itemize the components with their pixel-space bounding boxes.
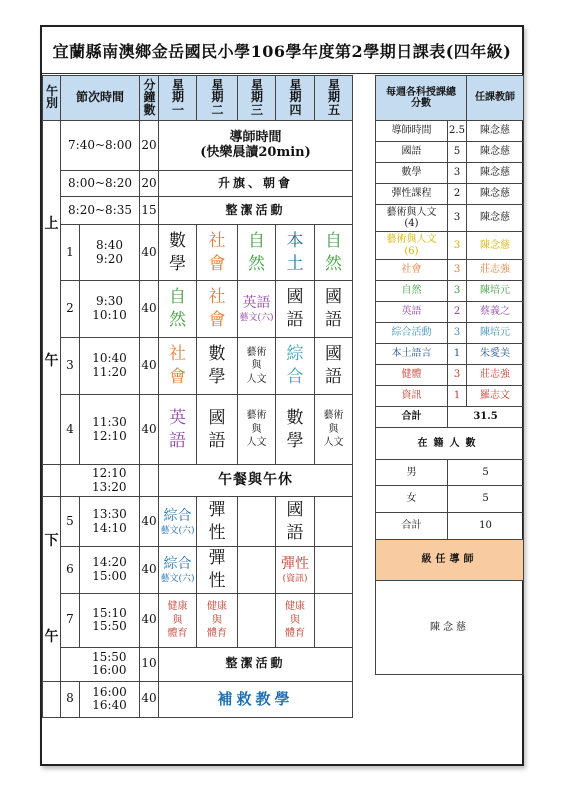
class-cell-day-3: 自 然 [238, 225, 276, 281]
female-label: 女 [376, 486, 448, 513]
lunch-row [43, 465, 353, 497]
class-cell-day-2: 健康 與 體育 [197, 593, 238, 647]
period-minutes: 40 [140, 395, 159, 465]
period-row-2 [43, 281, 353, 338]
class-cell-day-4: 健康 與 體育 [276, 593, 315, 647]
subject-teacher: 陳培元 [467, 281, 524, 302]
half-blank-8 [43, 681, 61, 717]
class-cell-day-5 [315, 497, 353, 547]
header-period: 節次時間 [61, 76, 140, 121]
class-cell-day-4: 綜 合 [276, 338, 315, 395]
class-cell-day-2: 彈 性 [197, 547, 238, 594]
class-cell-day-4: 彈性 (資訊) [276, 547, 315, 594]
period-8-time: 16:00 16:40 [80, 681, 140, 717]
subject-count: 5 [448, 142, 467, 163]
subject-row [376, 232, 524, 260]
class-cell-day-2: 社 會 [197, 281, 238, 338]
clean2-time: 15:50 16:00 [80, 647, 140, 681]
side-header-row [376, 76, 524, 121]
homeroom-teacher-title: 級任導師 [376, 540, 524, 581]
enrollment-title-row [376, 428, 524, 460]
mentor-time: 7:40~8:00 [61, 121, 140, 171]
subject-row [376, 323, 524, 344]
clean2-num-blank [61, 647, 80, 681]
subject-teacher: 羅志文 [467, 386, 524, 407]
subject-teacher: 陳培元 [467, 323, 524, 344]
subject-name: 導師時間 [376, 121, 448, 142]
lunch-time: 12:10 13:20 [80, 465, 140, 497]
class-cell-day-4: 數 學 [276, 395, 315, 465]
period-row-8 [43, 681, 353, 717]
period-minutes: 40 [140, 497, 159, 547]
homeroom-teacher-name: 陳念慈 [376, 581, 524, 675]
clean1-minutes: 15 [140, 197, 159, 225]
period-number: 6 [61, 547, 80, 594]
period-time: 15:10 15:50 [80, 593, 140, 647]
header-row [43, 76, 353, 121]
flag-ceremony: 升旗、朝會 [159, 171, 353, 197]
class-cell-day-3: 英語 藝文(六) [238, 281, 276, 338]
mentor-cell [159, 121, 353, 171]
subject-row [376, 302, 524, 323]
class-cell-day-2: 數 學 [197, 338, 238, 395]
flag-minutes: 20 [140, 171, 159, 197]
clean2-minutes: 10 [140, 647, 159, 681]
period-minutes: 40 [140, 593, 159, 647]
header-day-2: 星期二 [197, 76, 238, 121]
subject-teacher: 陳念慈 [467, 163, 524, 184]
clean2-row [43, 647, 353, 681]
teacher-title-row [376, 540, 524, 581]
subject-teacher: 朱愛美 [467, 344, 524, 365]
clean1-time: 8:20~8:35 [61, 197, 140, 225]
subject-teacher: 陳念慈 [467, 232, 524, 260]
period-row-4 [43, 395, 353, 465]
sum-count: 10 [448, 513, 524, 540]
lunch-num-blank [61, 465, 80, 497]
class-cell-day-1: 綜合 藝文(六) [159, 547, 197, 594]
subject-teacher: 陳念慈 [467, 205, 524, 232]
female-count: 5 [448, 486, 524, 513]
class-cell-day-1: 社 會 [159, 338, 197, 395]
mentor-minutes: 20 [140, 121, 159, 171]
subject-row [376, 163, 524, 184]
remedial-teaching: 補救教學 [159, 681, 353, 717]
period-row-3 [43, 338, 353, 395]
period-number: 7 [61, 593, 80, 647]
subject-count: 3 [448, 163, 467, 184]
header-half: 午別 [43, 76, 61, 121]
class-cell-day-5: 國 語 [315, 281, 353, 338]
subject-row [376, 281, 524, 302]
period-time: 11:30 12:10 [80, 395, 140, 465]
period-time: 14:20 15:00 [80, 547, 140, 594]
subject-name: 社會 [376, 260, 448, 281]
subject-count: 3 [448, 260, 467, 281]
subject-count: 1 [448, 344, 467, 365]
class-cell-day-5: 藝術 與 人文 [315, 395, 353, 465]
class-cell-day-5: 自 然 [315, 225, 353, 281]
subject-teacher: 陳念慈 [467, 121, 524, 142]
mentor-row [43, 121, 353, 171]
subject-teacher: 莊志強 [467, 260, 524, 281]
female-row [376, 486, 524, 513]
subject-name: 自然 [376, 281, 448, 302]
side-panel [375, 75, 524, 675]
period-minutes: 40 [140, 547, 159, 594]
subject-name: 資訊 [376, 386, 448, 407]
class-cell-day-1: 自 然 [159, 281, 197, 338]
period-time: 9:30 10:10 [80, 281, 140, 338]
subject-count: 3 [448, 281, 467, 302]
subject-name: 國語 [376, 142, 448, 163]
sum-row [376, 513, 524, 540]
class-cell-day-3: 藝術 與 人文 [238, 395, 276, 465]
class-cell-day-3: 藝術 與 人文 [238, 338, 276, 395]
class-cell-day-4: 本 土 [276, 225, 315, 281]
period-8-num: 8 [61, 681, 80, 717]
subject-row [376, 386, 524, 407]
class-cell-day-1: 綜合 藝文(六) [159, 497, 197, 547]
subject-teacher: 陳念慈 [467, 184, 524, 205]
total-value: 31.5 [448, 407, 524, 428]
subject-row [376, 365, 524, 386]
subject-count: 3 [448, 365, 467, 386]
subject-name: 數學 [376, 163, 448, 184]
class-cell-day-5 [315, 547, 353, 594]
subject-name: 健體 [376, 365, 448, 386]
subject-count: 3 [448, 323, 467, 344]
subject-count: 1 [448, 386, 467, 407]
side-header-subjects: 每週各科授課總分數 [376, 76, 467, 121]
class-cell-day-3 [238, 497, 276, 547]
period-number: 3 [61, 338, 80, 395]
period-number: 2 [61, 281, 80, 338]
class-cell-day-3 [238, 593, 276, 647]
header-minutes: 分鐘數 [140, 76, 159, 121]
teacher-name-row [376, 581, 524, 675]
sum-label: 合計 [376, 513, 448, 540]
subject-name: 英語 [376, 302, 448, 323]
subject-name: 本土語言 [376, 344, 448, 365]
subject-count: 3 [448, 232, 467, 260]
class-cell-day-4: 國 語 [276, 281, 315, 338]
class-cell-day-2: 社 會 [197, 225, 238, 281]
mentor-title: 導師時間 [229, 129, 282, 145]
male-label: 男 [376, 460, 448, 486]
lunch-half-blank [43, 465, 61, 497]
header-day-4: 星期四 [276, 76, 315, 121]
half-pm: 下 午 [43, 497, 61, 682]
subject-count: 2 [448, 184, 467, 205]
class-cell-day-2: 國 語 [197, 395, 238, 465]
subject-count: 2 [448, 302, 467, 323]
class-cell-day-2: 彈 性 [197, 497, 238, 547]
subject-teacher: 蔡義之 [467, 302, 524, 323]
subject-count: 2.5 [448, 121, 467, 142]
class-cell-day-1: 健康 與 體育 [159, 593, 197, 647]
class-cell-day-3 [238, 547, 276, 594]
subject-name: 藝術與人文(4) [376, 205, 448, 232]
weekly-schedule-table [42, 75, 353, 718]
subject-name: 藝術與人文(6) [376, 232, 448, 260]
subject-row [376, 121, 524, 142]
period-row-1 [43, 225, 353, 281]
lunch-break: 午餐與午休 [159, 465, 353, 497]
period-number: 4 [61, 395, 80, 465]
period-row-5 [43, 497, 353, 547]
header-day-3: 星期三 [238, 76, 276, 121]
clean1-activity: 整潔活動 [159, 197, 353, 225]
subject-row [376, 344, 524, 365]
subject-row [376, 205, 524, 232]
class-cell-day-5: 國 語 [315, 338, 353, 395]
schedule-sheet [40, 25, 524, 766]
side-header-teacher: 任課教師 [467, 76, 524, 121]
period-time: 8:40 9:20 [80, 225, 140, 281]
period-number: 1 [61, 225, 80, 281]
subject-name: 綜合活動 [376, 323, 448, 344]
subject-row [376, 142, 524, 163]
male-row [376, 460, 524, 486]
male-count: 5 [448, 460, 524, 486]
subject-row [376, 260, 524, 281]
period-minutes: 40 [140, 338, 159, 395]
clean2-activity: 整潔活動 [159, 647, 353, 681]
subject-name: 彈性課程 [376, 184, 448, 205]
subject-row [376, 184, 524, 205]
flag-time: 8:00~8:20 [61, 171, 140, 197]
header-day-1: 星期一 [159, 76, 197, 121]
class-cell-day-4: 國 語 [276, 497, 315, 547]
class-cell-day-1: 英 語 [159, 395, 197, 465]
header-day-5: 星期五 [315, 76, 353, 121]
period-number: 5 [61, 497, 80, 547]
schedule-title: 宜蘭縣南澳鄉金岳國民小學106學年度第2學期日課表(四年級) [42, 27, 522, 74]
total-label: 合計 [376, 407, 448, 428]
enrollment-title: 在籍人數 [376, 428, 524, 460]
total-row [376, 407, 524, 428]
period-minutes: 40 [140, 225, 159, 281]
period-row-7 [43, 593, 353, 647]
clean1-row [43, 197, 353, 225]
subject-teacher: 莊志強 [467, 365, 524, 386]
period-time: 10:40 11:20 [80, 338, 140, 395]
period-minutes: 40 [140, 281, 159, 338]
subject-teacher: 陳念慈 [467, 142, 524, 163]
half-am: 上 午 [43, 121, 61, 465]
lunch-minutes-blank [140, 465, 159, 497]
period-time: 13:30 14:10 [80, 497, 140, 547]
class-cell-day-5 [315, 593, 353, 647]
class-cell-day-1: 數 學 [159, 225, 197, 281]
period-row-6 [43, 547, 353, 594]
subject-count: 3 [448, 205, 467, 232]
period-8-minutes: 40 [140, 681, 159, 717]
flag-row [43, 171, 353, 197]
mentor-subtitle: (快樂晨讀20min) [200, 144, 311, 160]
